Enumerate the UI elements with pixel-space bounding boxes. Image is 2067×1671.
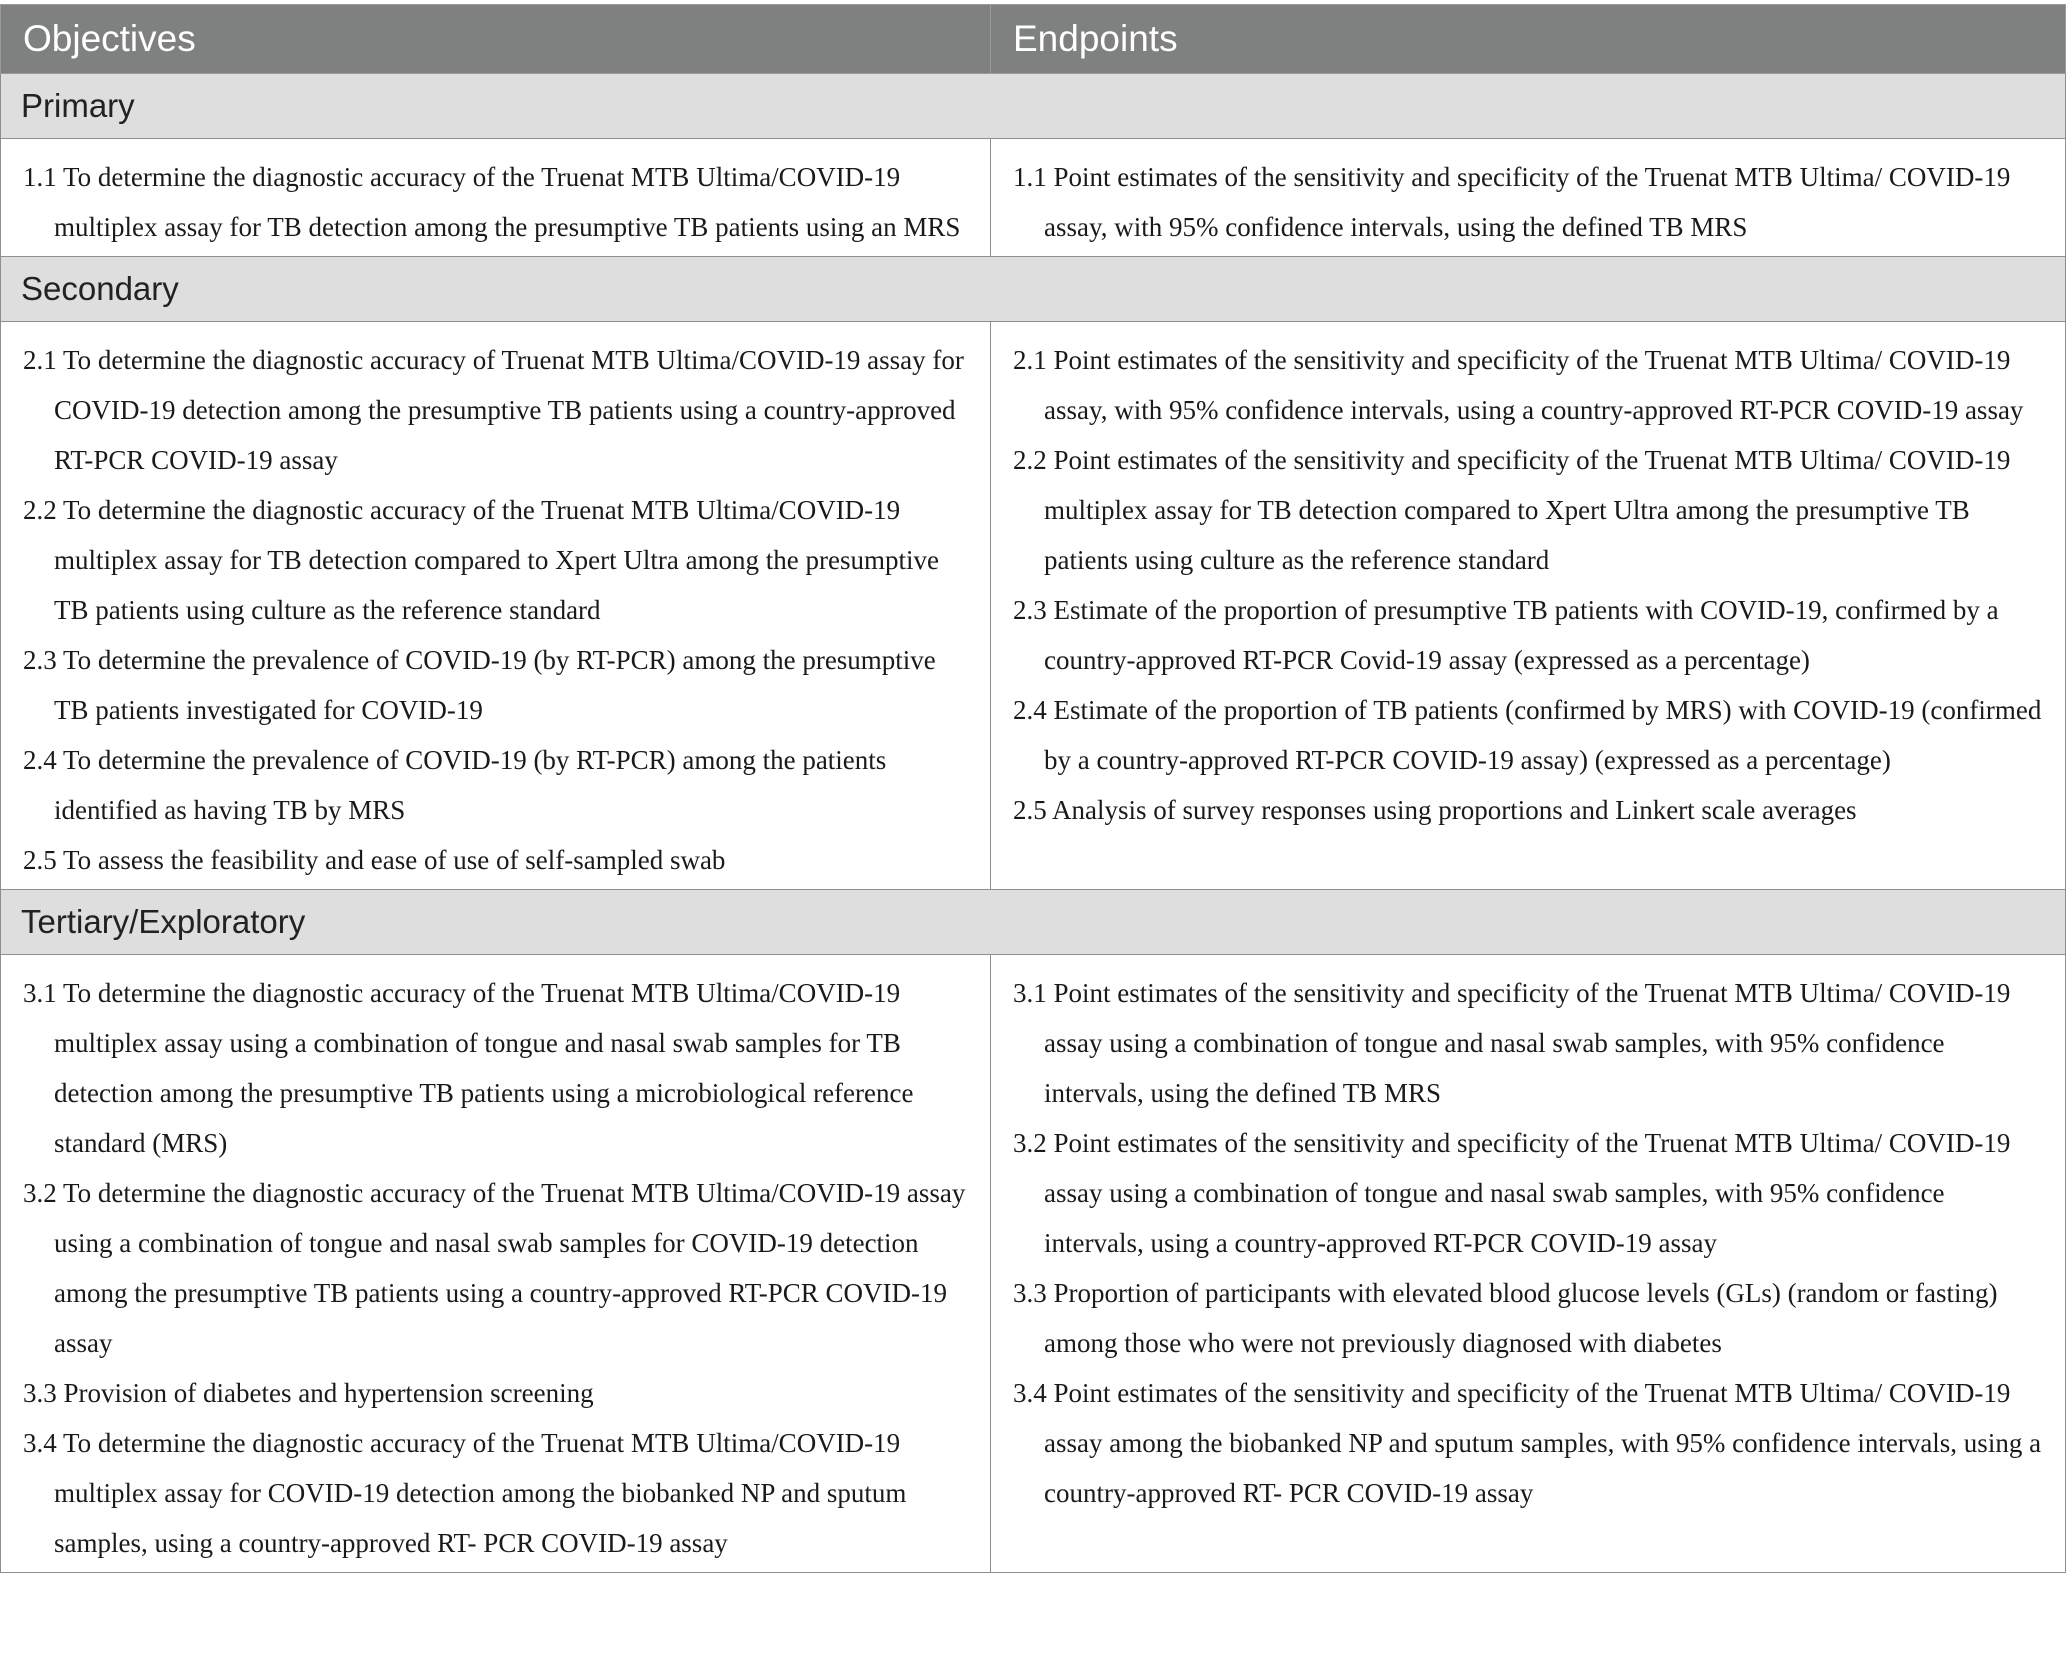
section-label: Secondary	[1, 257, 2066, 322]
endpoints-cell	[991, 955, 2066, 1573]
section-label: Tertiary/Exploratory	[1, 890, 2066, 955]
endpoint-item: 2.1 Point estimates of the sensitivity and specificity of the Truenat MTB Ultima/ COVID-19 assay, with 95% confidence intervals, using a country-approved RT-PCR COVID-19 assay	[1013, 345, 2024, 425]
objective-item: 2.2 To determine the diagnostic accuracy of the Truenat MTB Ultima/COVID-19 multiplex assay for TB detection compared to Xpert Ultra among the presumptive TB patients using culture as the reference standard	[23, 495, 940, 625]
objective-item: 2.5 To assess the feasibility and ease of use of self-sampled swab	[23, 845, 726, 875]
section-label: Primary	[1, 74, 2066, 139]
endpoint-item: 3.4 Point estimates of the sensitivity and specificity of the Truenat MTB Ultima/ COVID-19 assay among the biobanked NP and sputum samples, with 95% confidence intervals, using a country-approved RT- PCR COVID-19 assay	[1013, 1378, 2042, 1508]
header-objectives: Objectives	[1, 5, 991, 74]
endpoint-item: 3.1 Point estimates of the sensitivity and specificity of the Truenat MTB Ultima/ COVID-19 assay using a combination of tongue and nasal swab samples, with 95% confidence intervals, using the defined TB MRS	[1013, 978, 2011, 1108]
objective-item: 3.3 Provision of diabetes and hypertension screening	[23, 1378, 594, 1408]
endpoint-item: 2.4 Estimate of the proportion of TB patients (confirmed by MRS) with COVID-19 (confirmed by a country-approved RT-PCR COVID-19 assay) (expressed as a percentage)	[1013, 695, 2042, 775]
objective-item: 1.1 To determine the diagnostic accuracy of the Truenat MTB Ultima/COVID-19 multiplex assay for TB detection among the presumptive TB patients using an MRS	[23, 162, 961, 242]
objective-item: 3.1 To determine the diagnostic accuracy of the Truenat MTB Ultima/COVID-19 multiplex assay using a combination of tongue and nasal swab samples for TB detection among the presumptive TB patients using a microbiological reference standard (MRS)	[23, 978, 914, 1158]
table-row	[1, 322, 2066, 890]
section-row-primary	[1, 74, 2066, 139]
header-row	[1, 5, 2066, 74]
endpoint-item: 2.3 Estimate of the proportion of presumptive TB patients with COVID-19, confirmed by a country-approved RT-PCR Covid-19 assay (expressed as a percentage)	[1013, 595, 1999, 675]
objectives-cell	[1, 955, 991, 1573]
objective-item: 2.4 To determine the prevalence of COVID-19 (by RT-PCR) among the patients identified as having TB by MRS	[23, 745, 887, 825]
endpoint-item: 1.1 Point estimates of the sensitivity and specificity of the Truenat MTB Ultima/ COVID-19 assay, with 95% confidence intervals, using the defined TB MRS	[1013, 162, 2011, 242]
objectives-endpoints-table	[0, 4, 2066, 1573]
objective-item: 2.3 To determine the prevalence of COVID-19 (by RT-PCR) among the presumptive TB patients investigated for COVID-19	[23, 645, 936, 725]
endpoint-item: 2.2 Point estimates of the sensitivity and specificity of the Truenat MTB Ultima/ COVID-19 multiplex assay for TB detection compared to Xpert Ultra among the presumptive TB patients using culture as the reference standard	[1013, 445, 2011, 575]
endpoints-cell	[991, 139, 2066, 257]
table-row	[1, 955, 2066, 1573]
section-row-secondary	[1, 257, 2066, 322]
objective-item: 3.2 To determine the diagnostic accuracy of the Truenat MTB Ultima/COVID-19 assay using a combination of tongue and nasal swab samples for COVID-19 detection among the presumptive TB patients using a country-approved RT-PCR COVID-19 assay	[23, 1178, 966, 1358]
objectives-endpoints-table-wrapper	[0, 4, 2065, 1573]
endpoint-item: 2.5 Analysis of survey responses using proportions and Linkert scale averages	[1013, 795, 1857, 825]
table-row	[1, 139, 2066, 257]
objective-item: 3.4 To determine the diagnostic accuracy of the Truenat MTB Ultima/COVID-19 multiplex assay for COVID-19 detection among the biobanked NP and sputum samples, using a country-approved RT- PCR COVID-19 assay	[23, 1428, 907, 1558]
objectives-cell	[1, 139, 991, 257]
endpoint-item: 3.3 Proportion of participants with elevated blood glucose levels (GLs) (random or fasting) among those who were not previously diagnosed with diabetes	[1013, 1278, 1998, 1358]
header-endpoints: Endpoints	[991, 5, 2066, 74]
endpoint-item: 3.2 Point estimates of the sensitivity and specificity of the Truenat MTB Ultima/ COVID-19 assay using a combination of tongue and nasal swab samples, with 95% confidence intervals, using a country-approved RT-PCR COVID-19 assay	[1013, 1128, 2011, 1258]
objectives-cell	[1, 322, 991, 890]
section-row-tertiary	[1, 890, 2066, 955]
objective-item: 2.1 To determine the diagnostic accuracy of Truenat MTB Ultima/COVID-19 assay for COVID-19 detection among the presumptive TB patients using a country-approved RT-PCR COVID-19 assay	[23, 345, 964, 475]
endpoints-cell	[991, 322, 2066, 890]
